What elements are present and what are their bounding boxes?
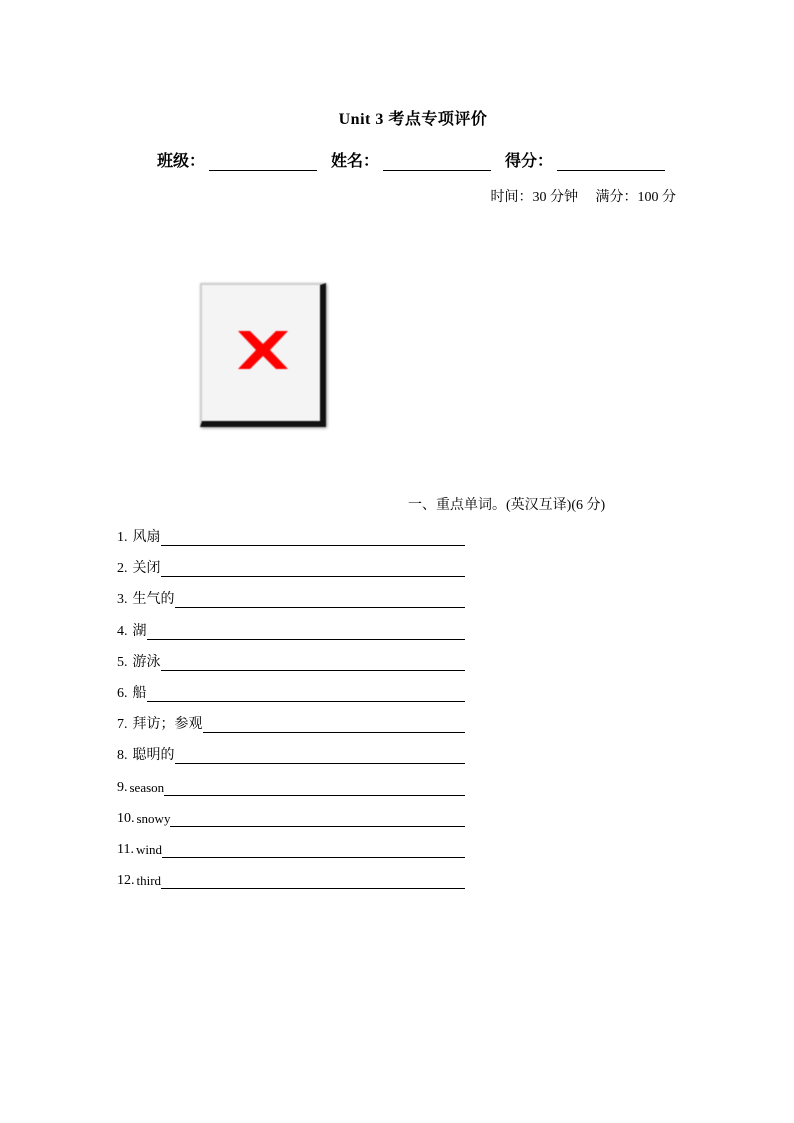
class-blank[interactable] xyxy=(209,152,317,171)
list-item xyxy=(117,590,477,621)
item-number: 6. xyxy=(117,685,128,701)
full-score: 满分：100 分 xyxy=(595,190,676,205)
item-word: season xyxy=(129,779,165,795)
list-item xyxy=(117,871,477,902)
exam-meta xyxy=(477,186,677,206)
item-word: snowy xyxy=(136,810,171,826)
list-item xyxy=(117,622,477,653)
answer-blank[interactable] xyxy=(175,746,466,764)
item-number: 3. xyxy=(117,592,128,608)
answer-blank[interactable] xyxy=(161,528,466,546)
list-item xyxy=(117,715,477,746)
broken-image-icon xyxy=(234,327,292,373)
item-word: 聪明的 xyxy=(132,748,175,764)
student-info-row xyxy=(157,148,687,171)
list-item xyxy=(117,559,477,590)
item-number: 4. xyxy=(117,623,128,639)
answer-blank[interactable] xyxy=(170,809,465,827)
list-item xyxy=(117,684,477,715)
answer-blank[interactable] xyxy=(161,559,466,577)
list-item xyxy=(117,528,477,559)
list-item xyxy=(117,746,477,777)
item-number: 10. xyxy=(117,810,135,826)
item-word: 风扇 xyxy=(132,530,161,545)
answer-blank[interactable] xyxy=(175,590,466,608)
answer-blank[interactable] xyxy=(161,871,465,889)
answer-blank[interactable] xyxy=(164,778,465,796)
score-label: 得分： xyxy=(505,153,554,170)
class-label: 班级： xyxy=(157,153,206,170)
time-limit: 时间：30 分钟 xyxy=(490,190,578,205)
score-field xyxy=(505,148,665,171)
item-number: 5. xyxy=(117,654,128,670)
name-field xyxy=(331,148,491,171)
item-word: 拜访；参观 xyxy=(132,717,203,733)
score-blank[interactable] xyxy=(557,152,665,171)
item-number: 12. xyxy=(117,873,135,889)
item-number: 11. xyxy=(117,841,134,857)
name-blank[interactable] xyxy=(383,152,491,171)
item-word: 关闭 xyxy=(132,561,161,577)
item-number: 8. xyxy=(117,748,128,764)
item-word: third xyxy=(136,873,162,889)
item-word: 船 xyxy=(132,685,147,701)
class-field xyxy=(157,148,317,171)
page-title: Unit 3 考点专项评价 xyxy=(338,111,488,128)
answer-blank[interactable] xyxy=(147,684,466,702)
item-number: 1. xyxy=(117,530,128,545)
section-heading: 一、重点单词。(英汉互译)(6 分) xyxy=(408,498,606,513)
broken-image xyxy=(200,283,326,427)
vocab-list xyxy=(117,528,477,902)
answer-blank[interactable] xyxy=(162,840,465,858)
item-number: 2. xyxy=(117,561,128,577)
list-item xyxy=(117,778,477,809)
answer-blank[interactable] xyxy=(161,653,466,671)
item-number: 7. xyxy=(117,717,128,733)
answer-blank[interactable] xyxy=(147,622,466,640)
list-item xyxy=(117,653,477,684)
list-item xyxy=(117,809,477,840)
item-word: 游泳 xyxy=(132,654,161,670)
item-word: wind xyxy=(135,841,162,857)
item-number: 9. xyxy=(117,779,128,795)
list-item xyxy=(117,840,477,871)
answer-blank[interactable] xyxy=(203,715,466,733)
item-word: 生气的 xyxy=(132,592,175,608)
item-word: 湖 xyxy=(132,623,147,639)
name-label: 姓名： xyxy=(331,153,380,170)
